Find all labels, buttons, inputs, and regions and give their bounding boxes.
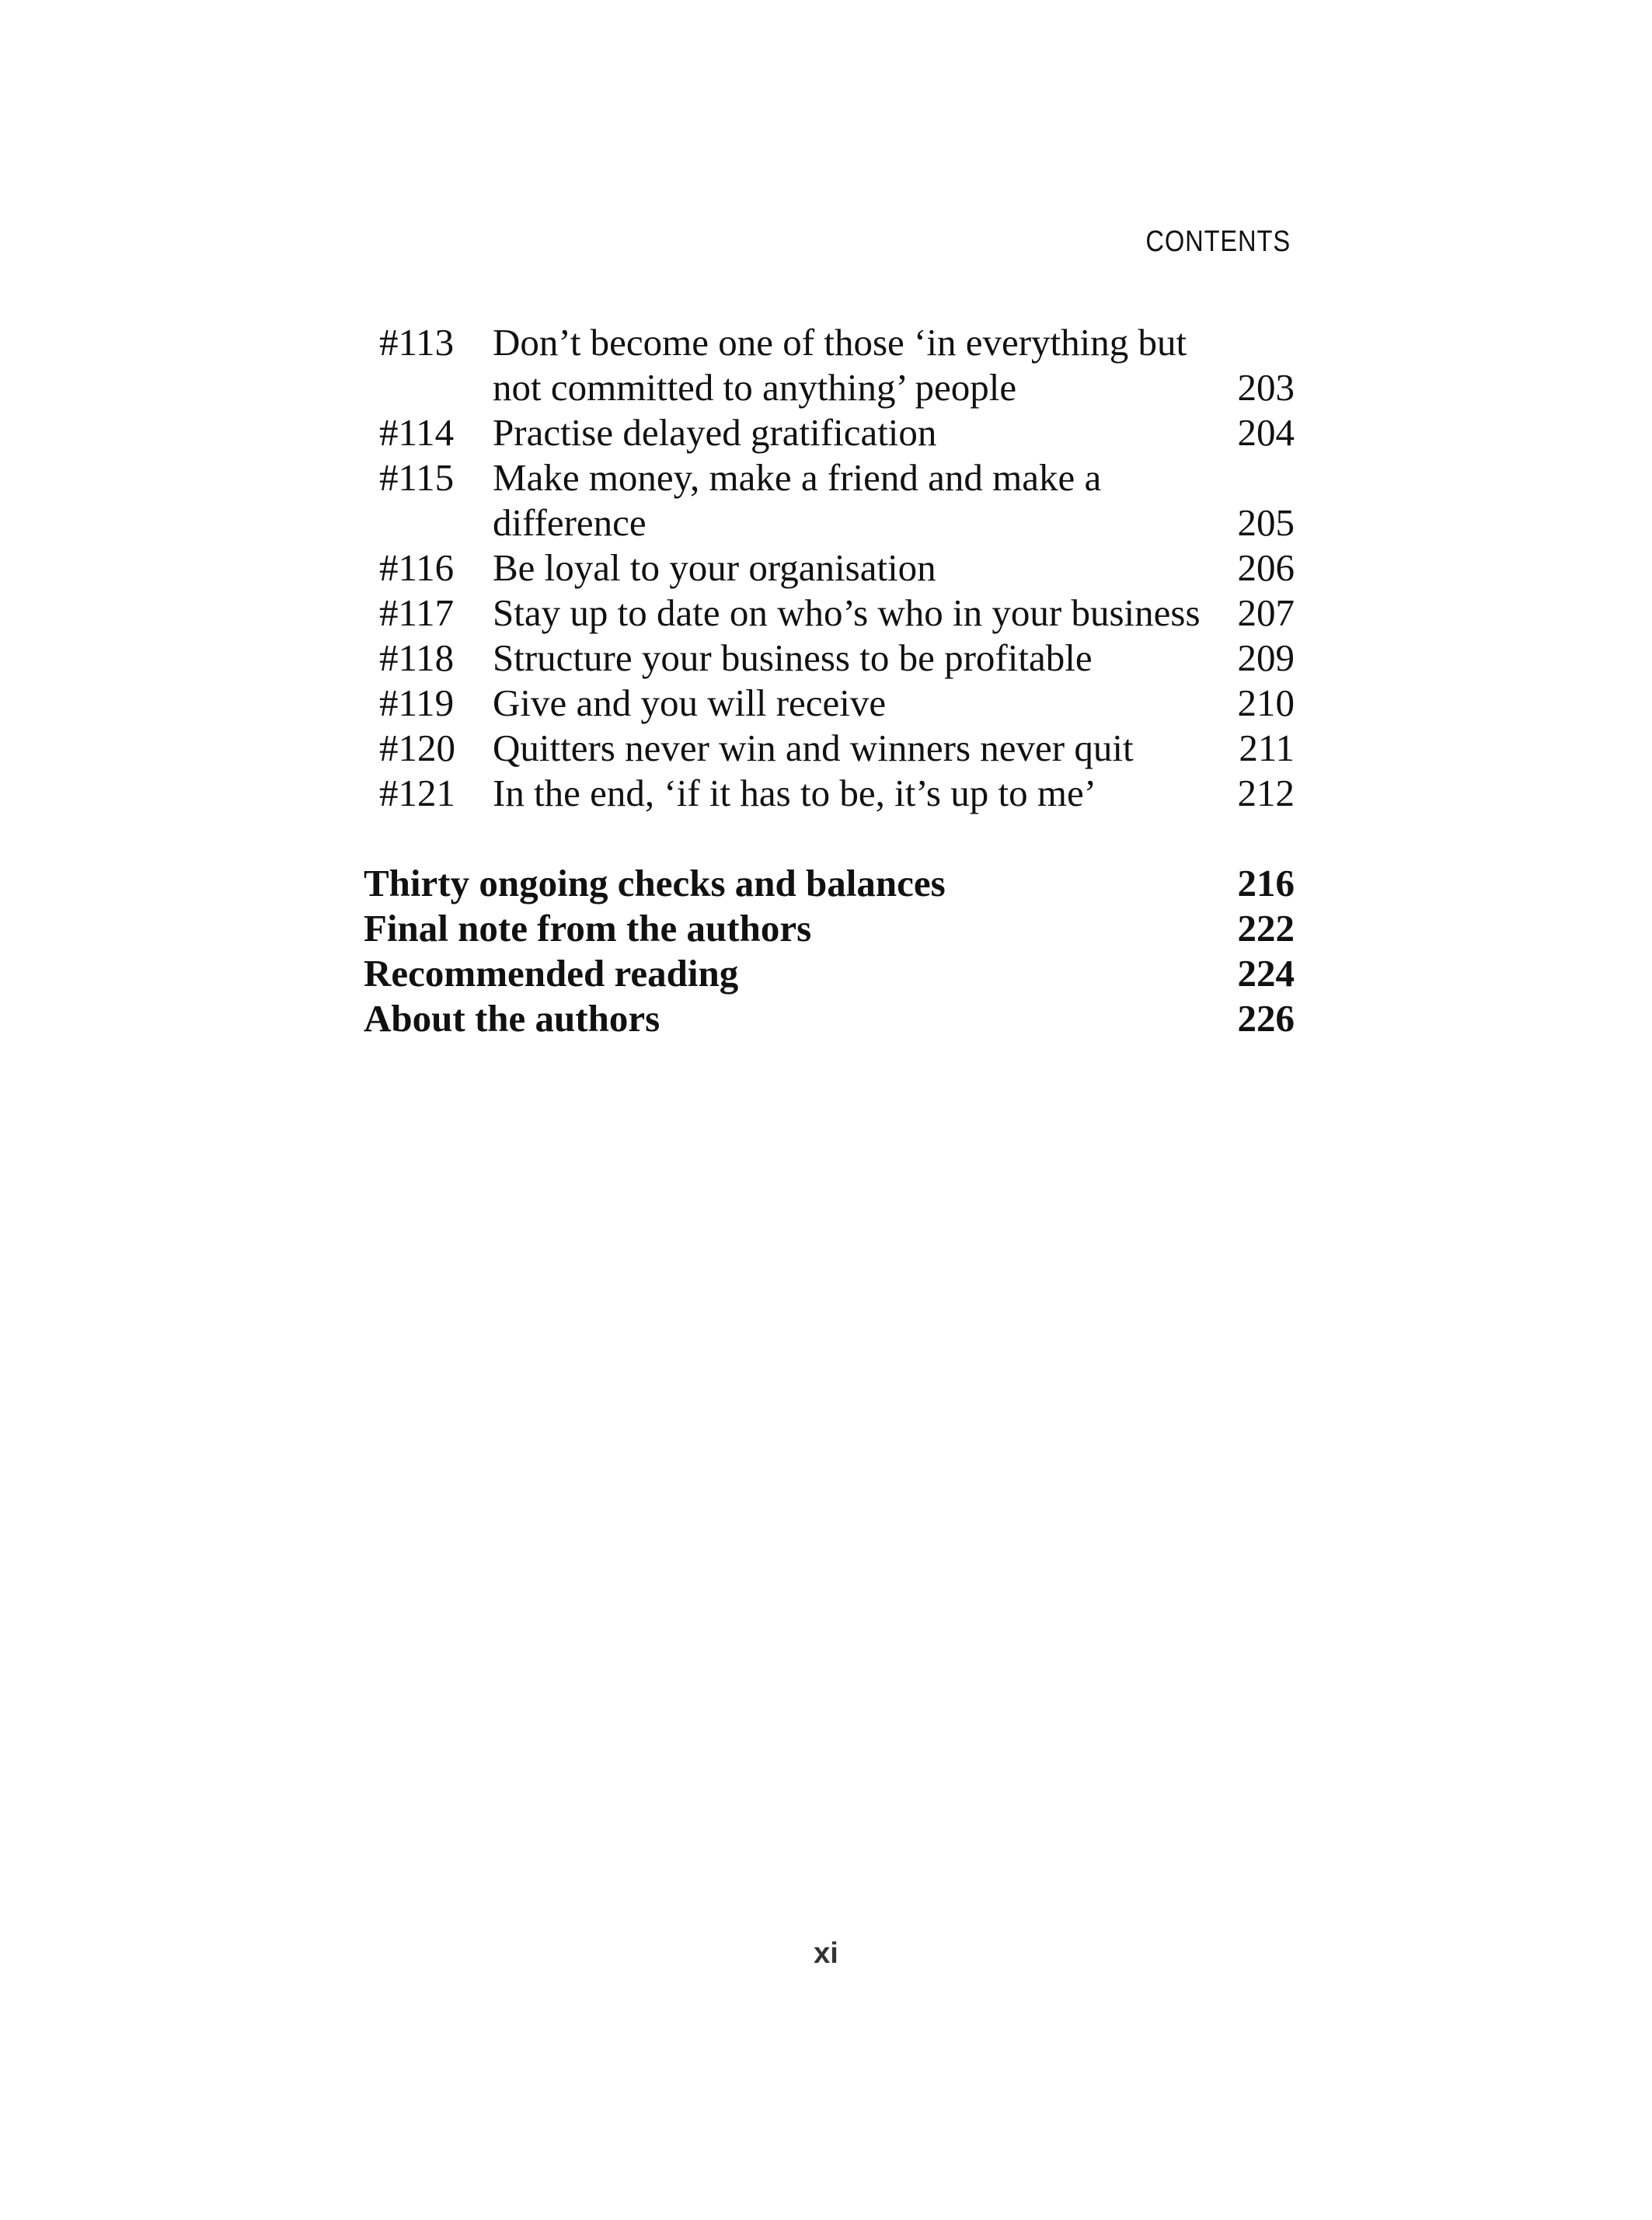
entry-page: 206 [1237,546,1295,589]
entry-title: Be loyal to your organisation [493,546,936,589]
entry-number: #115 [379,456,455,499]
back-matter [364,861,1295,1041]
table-of-contents [364,320,1295,1041]
entry-page: 222 [1237,907,1295,950]
back-matter-entry[interactable] [364,996,1295,1041]
entry-title: Give and you will receive [493,681,887,724]
toc-entry[interactable] [364,320,1295,410]
entry-page: 226 [1237,997,1295,1040]
entry-page: 209 [1237,636,1295,679]
entry-title: Recommended reading [364,952,739,995]
entry-page: 207 [1237,591,1295,634]
entry-page: 210 [1237,681,1295,724]
page-number: xi [814,1937,838,1970]
entry-title: Practise delayed gratification [493,411,937,454]
entry-page: 205 [1237,501,1295,544]
entry-number: #118 [379,636,455,679]
entry-title: Stay up to date on who’s who in your business [493,591,1201,634]
entry-number: #113 [379,321,455,364]
toc-entry[interactable] [364,726,1295,771]
entry-title: In the end, ‘if it has to be, it’s up to me’ [493,772,1097,814]
running-head: CONTENTS [1145,225,1291,258]
entry-number: #114 [379,411,455,454]
entry-title: About the authors [364,997,660,1040]
toc-entry[interactable] [364,455,1295,545]
toc-entry[interactable] [364,410,1295,455]
entry-number: #117 [379,591,455,634]
toc-entry[interactable] [364,591,1295,636]
entry-number: #121 [379,772,455,814]
entry-title: Final note from the authors [364,907,812,950]
entry-title: Make money, make a friend and make a difference [493,456,1102,544]
toc-entry[interactable] [364,545,1295,591]
entry-title: Thirty ongoing checks and balances [364,862,946,904]
entry-number: #120 [379,727,455,769]
toc-entry[interactable] [364,636,1295,681]
entry-page: 212 [1237,772,1295,814]
toc-entry[interactable] [364,681,1295,726]
entry-page: 216 [1237,862,1295,904]
entry-page: 224 [1237,952,1295,995]
entry-number: #119 [379,681,455,724]
back-matter-entry[interactable] [364,951,1295,996]
entry-title: Structure your business to be profitable [493,636,1093,679]
toc-entry[interactable] [364,771,1295,816]
entry-number: #116 [379,546,455,589]
entry-page: 211 [1239,727,1295,769]
back-matter-entry[interactable] [364,861,1295,906]
entry-page: 203 [1237,366,1295,409]
back-matter-entry[interactable] [364,906,1295,951]
entry-page: 204 [1237,411,1295,454]
entry-title: Quitters never win and winners never quit [493,727,1134,769]
entry-title: Don’t become one of those ‘in everything but not committed to anything’ people [493,321,1187,409]
